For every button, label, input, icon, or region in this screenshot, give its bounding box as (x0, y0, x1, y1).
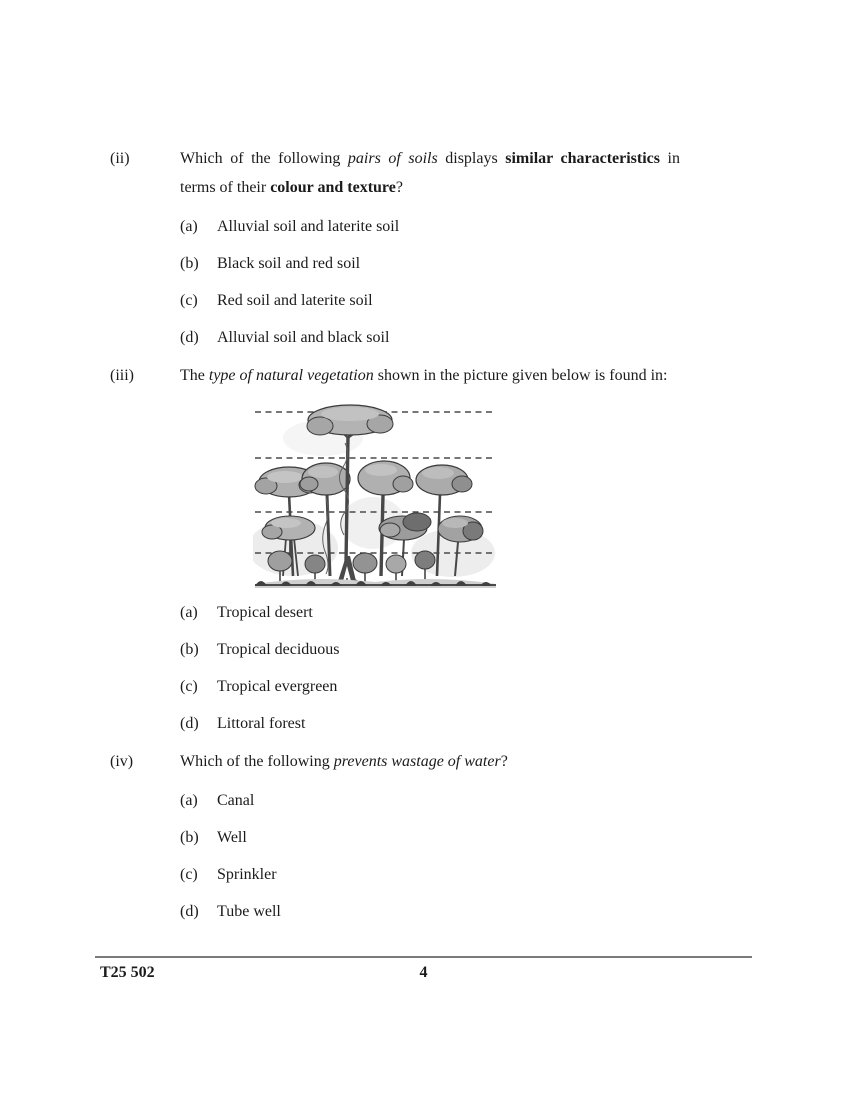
option-text: Well (217, 829, 247, 846)
option-row (180, 604, 685, 622)
page-footer (95, 956, 752, 981)
option-label: (a) (180, 604, 198, 621)
option-text: Littoral forest (217, 715, 306, 732)
option-label: (b) (180, 255, 199, 272)
question-block-ii (110, 144, 685, 361)
option-text: Tropical evergreen (217, 678, 338, 695)
question-block-iii (110, 361, 685, 747)
question-body (180, 144, 685, 361)
option-text: Canal (217, 792, 255, 809)
question-text: The type of natural vegetation shown in the picture given below is found in: (180, 367, 668, 384)
option-row (180, 866, 685, 884)
options-list (180, 792, 685, 921)
vegetation-illustration (253, 398, 498, 588)
question-text: Which of the following prevents wastage of water? (180, 753, 508, 770)
page-number: 4 (419, 964, 428, 981)
option-label: (c) (180, 866, 198, 883)
option-text: Sprinkler (217, 866, 277, 883)
option-text: Alluvial soil and laterite soil (217, 218, 400, 235)
option-row (180, 329, 685, 347)
question-text: Which of the following pairs of soils displays similar characteristics in terms of their colour and texture? (180, 150, 681, 196)
question-block-iv (110, 747, 685, 935)
question-body (180, 747, 685, 935)
option-label: (a) (180, 792, 198, 809)
option-text: Red soil and laterite soil (217, 292, 373, 309)
option-text: Alluvial soil and black soil (217, 329, 390, 346)
option-row (180, 292, 685, 310)
option-label: (c) (180, 678, 198, 695)
question-number: (iii) (110, 367, 134, 384)
options-list (180, 604, 685, 733)
question-body (180, 361, 685, 747)
question-area (110, 144, 685, 935)
option-row (180, 903, 685, 921)
option-label: (c) (180, 292, 198, 309)
option-row (180, 218, 685, 236)
option-label: (d) (180, 715, 199, 732)
option-text: Tropical desert (217, 604, 313, 621)
options-list (180, 218, 685, 347)
paper-code: T25 502 (100, 964, 155, 981)
option-label: (b) (180, 829, 199, 846)
option-row (180, 829, 685, 847)
ground (255, 579, 496, 588)
option-row (180, 792, 685, 810)
option-label: (b) (180, 641, 199, 658)
option-row (180, 678, 685, 696)
option-row (180, 641, 685, 659)
option-label: (d) (180, 903, 199, 920)
question-number: (ii) (110, 150, 130, 167)
option-row (180, 255, 685, 273)
option-label: (a) (180, 218, 198, 235)
option-text: Tropical deciduous (217, 641, 340, 658)
option-text: Tube well (217, 903, 281, 920)
option-row (180, 715, 685, 733)
question-number: (iv) (110, 753, 134, 770)
option-text: Black soil and red soil (217, 255, 361, 272)
layered-forest-svg (253, 398, 498, 588)
option-label: (d) (180, 329, 199, 346)
